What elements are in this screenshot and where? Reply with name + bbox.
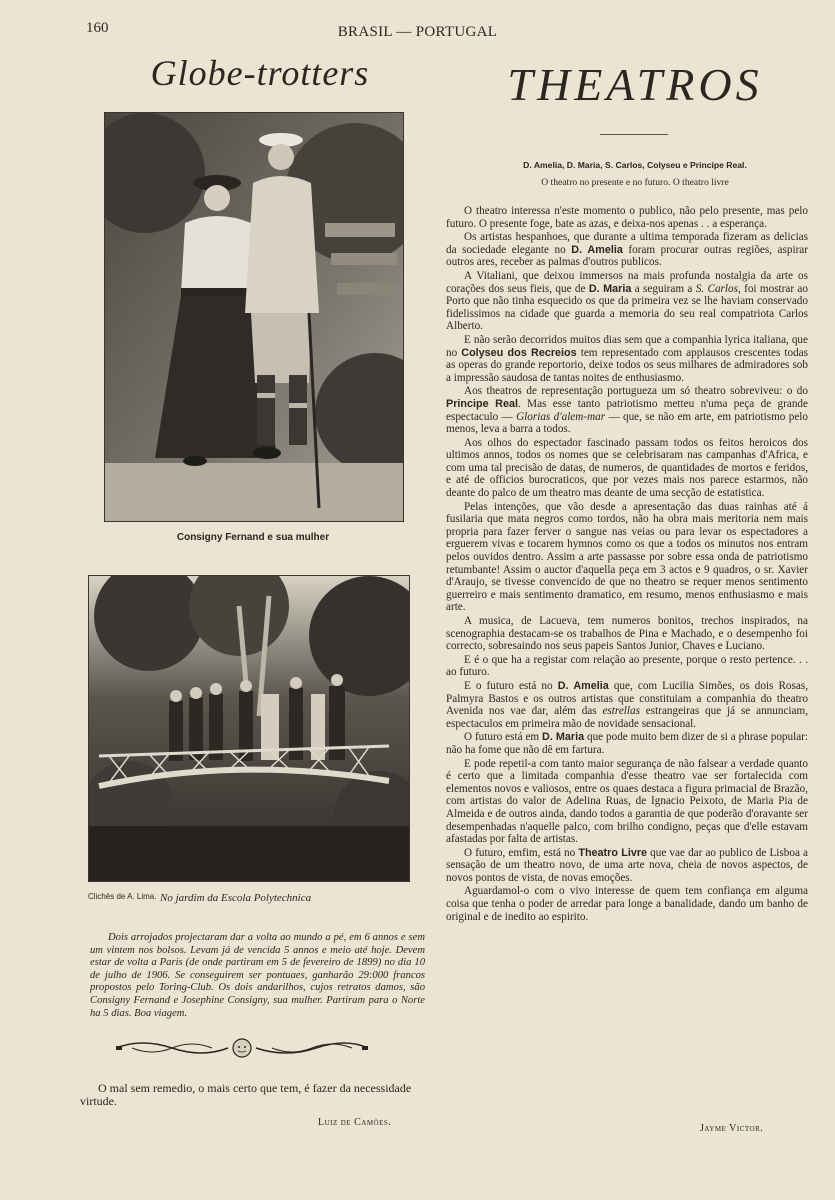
article-paragraph [446, 615, 808, 653]
article-emphasis: Colyseu dos Recreios [461, 346, 577, 359]
photo-couple [104, 112, 404, 522]
ornament-divider [112, 1036, 372, 1065]
article-emphasis: D. Amelia [571, 243, 623, 256]
article-text: tem representado com applausos crescentes todas as operas do grande reportorio, deixe todos os seus milhares de admiradores sob a impressão saudosa de tantas noites de enthusiasmo. [446, 346, 808, 384]
article-text: A musica, de Lacueva, tem numeros bonitos, trechos inspirados, na scenographia destacam-se os trabalhos de Pina e Machado, e o desempenho foi correcto, sobresaindo nos seus papeis Santos Junior, Chaves e Luciano. [446, 615, 808, 653]
article-emphasis: Theatro Livre [578, 846, 648, 859]
article-paragraph [446, 334, 808, 384]
article-text: O futuro, emfim, está no [464, 846, 579, 859]
globe-trotters-story: Dois arrojados projectaram dar a volta ao mundo a pé, em 6 annos e sem um vintem nos bolsos. Levam já de vencida 5 annos e meio até hoje. Devem estar de volta a Paris (de onde partiram em 5 de fevereiro de 1899) no dia 10 de julho de 1906. Se conseguirem ser pontuaes, ganharão 29:000 francos propostos pelo Toring-Club. Os dois andarilhos, cujos retratos damos, são Consigny Fernand e Josephine Consigny, sua mulher. Partiram para o Norte ha 5 dias. Boa viagem. [90, 932, 425, 1019]
article-emphasis: estrellas [602, 705, 640, 718]
article-text: E é o que ha a registar com relação ao presente, porque o resto pertence. . . ao futuro. [446, 653, 808, 679]
quote-author: Luiz de Camões. [318, 1117, 392, 1128]
article-emphasis: D. Maria [542, 731, 585, 744]
article-text: foram procurar outras regiões, aspirar outros ares, receber as palmas d'outros publicos. [446, 243, 808, 269]
article-text: Aos theatros de representação portugueza um só theatro sobreviveu: o do [464, 385, 808, 398]
article-text: E não serão decorridos muitos dias sem que a companhia lyrica italiana, que no [446, 333, 808, 359]
article-paragraph [446, 205, 808, 230]
article-text: E pode repetil-a com tanto maior segurança de não falsear a verdade quanto é certo que a limitada companhia d'esse theatro vae ser fortalecida com elementos novos e valiosos, entre os quaes destaca a figura primacial de Brazão, com artistas do valor de Adelina Ruas, de Ignacio Peixoto, de Maria Pia de Almeida e de outros ainda, dando todos a garantia de que poderão d'oravante ser desempenhadas n'aquelle palco, com brilho condigno, peças que d'elle estavam afastadas por falta de artistas. [446, 757, 808, 846]
article-paragraph [446, 437, 808, 500]
article-text: Pelas intenções, que vão desde a apresentação das duas rainhas até á fusilaria que mata negros como tordos, não ha obra mais meritoria nem mais propria para fazer ferver o sangue nas veias ou para levar os espectadores a erguerem vivas e tocarem hymnos como os que a todos os minutos nos entram pelos ouvidos dentro. Assim a arte passasse por sobre essa onda de patriotismo retumbante! Assim o auctor d'aquella peça em 3 actos e 9 quadros, o sr. Xavier d'Araujo, se tivesse convencido de que no theatro se requer menos sentimento guerreiro e mais sentimento dramatico, em resumo, menos enthusiasmo e mais arte. [446, 500, 808, 614]
article-paragraph [446, 385, 808, 435]
photo-couple-illustration [105, 113, 403, 521]
article-paragraph [446, 270, 808, 333]
photo-garden-caption: No jardim da Escola Polytechnica [160, 892, 312, 904]
article-paragraph [446, 885, 808, 923]
article-text: que vae dar ao publico de Lisboa a sensação de um theatro novo, de uma arte nova, cheia de novos aspectos, de novos pontos de vista, de novas emoções. [446, 846, 808, 884]
article-paragraph [446, 654, 808, 679]
article-text: que pode muito bem dizer de si a phrase popular: não ha fome que não dê em fartura. [446, 731, 809, 756]
photo-credit: Clichés de A. Lima. [88, 892, 157, 901]
article-text: A Vitaliani, que deixou immersos na mais profunda nostalgia da arte os corações dos seus fieis, que de [446, 269, 808, 295]
article-text: a seguiram a [631, 282, 696, 295]
article-text: — que, se não em arte, em patriotismo pelo menos, leva a barra a todos. [446, 410, 808, 436]
photo-garden-illustration [89, 576, 409, 881]
title-rule [600, 134, 668, 135]
running-head: BRASIL — PORTUGAL [337, 24, 498, 40]
article-emphasis: Glorias d'alem-mar [516, 410, 606, 423]
article-text: E o futuro está no [464, 679, 558, 692]
article-paragraph [446, 758, 808, 846]
article-emphasis: S. Carlos [695, 282, 738, 295]
theatre-subheading: O theatro no presente e no futuro. O theatro livre [541, 177, 729, 188]
article-text: Aos olhos do espectador fascinado passam todos os feitos heroicos dos ultimos annos, todos os nomes que se celebrisaram nas campanhas d'Africa, e com uma tal precisão de datas, de numeros, de quantidades de mortos e feridos, e até de officios burocraticos, que por vezes mais nos parece estarmos, não deante do palco de um theatro mas deante de uma secção de estatistica. [446, 436, 808, 500]
article-text: estrangeiras que já se annunciam, espectaculos em primeira mão de novidade sensacional. [446, 705, 808, 730]
photo-couple-caption: Consigny Fernand e sua mulher [176, 532, 330, 543]
article-text: , foi mostrar ao Porto que não tinha esquecido os que da primeira vez se lhe haviam conservado fidelissimos na cidade que guarda a memoria do seu real compatriota Carlos Alberto. [446, 282, 808, 333]
article-text: O futuro está em [464, 731, 543, 744]
article-paragraph [446, 680, 808, 730]
article-text: que, com Lucilia Simões, os dois Rosas, Palmyra Bastos e os outros artistas que constituiam a companhia do theatro Avenida nos vae dar, além das [446, 679, 808, 718]
article-text: . Mas esse tanto patriotismo metteu n'uma peça de grande espectaculo — [446, 397, 808, 423]
article-paragraph [446, 731, 808, 756]
section-title-globe-trotters: Globe-trotters [150, 53, 370, 93]
theatre-article-body [446, 205, 808, 924]
article-text: Aguardamol-o com o vivo interesse de quem tem confiança em alguma coisa que tenha o poder de arredar para longe a banalidade, dando um banho de original e de inedito ao espirito. [446, 885, 808, 923]
article-text: Os artistas hespanhoes, que durante a ultima temporada fizeram as delicias da sociedade elegante no [446, 231, 808, 256]
article-text: O theatro interessa n'este momento o publico, não pelo presente, mas pelo futuro. O presente foge, bate as azas, e deixa-nos apenas . . a esperança. [446, 205, 808, 230]
page-number: 160 [86, 20, 109, 36]
theatre-list-heading: D. Amelia, D. Maria, S. Carlos, Colyseu e Principe Real. [523, 160, 747, 170]
section-title-theatros: THEATROS [507, 59, 763, 110]
article-emphasis: D. Maria [588, 282, 632, 295]
article-emphasis: Principe Real [446, 397, 518, 410]
article-emphasis: D. Amelia [557, 679, 609, 692]
ornament-flourish-icon [112, 1036, 372, 1060]
article-author: Jayme Victor. [700, 1123, 764, 1134]
article-paragraph [446, 231, 808, 269]
photo-garden-bridge [88, 575, 410, 882]
article-paragraph [446, 847, 808, 885]
camoes-quote: O mal sem remedio, o mais certo que tem, é fazer da necessidade virtude. [80, 1081, 412, 1108]
article-paragraph [446, 501, 808, 614]
